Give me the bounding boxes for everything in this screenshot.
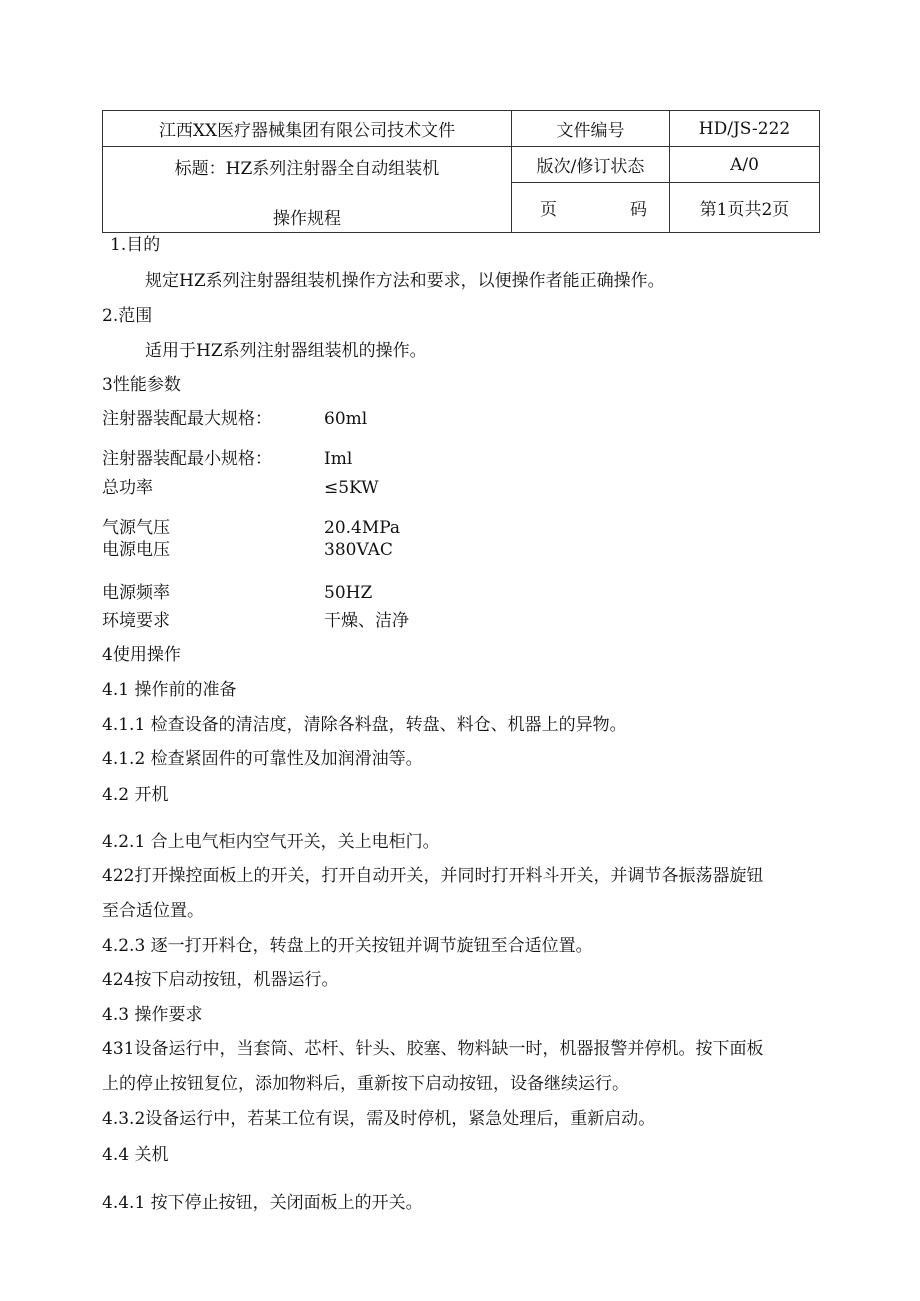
section-4-3-2: 4.3.2设备运行中，若某工位有误，需及时停机，紧急处理后，重新启动。 — [102, 1109, 656, 1129]
doc-title-line1: 标题：HZ系列注射器全自动组装机 — [174, 159, 440, 179]
section-1-title: 1.目的 — [110, 235, 161, 255]
section-4-1: 4.1 操作前的准备 — [102, 680, 237, 700]
page-value-cell — [670, 183, 820, 233]
page-label-a: 页 — [540, 200, 557, 220]
doc-title-line2: 操作规程 — [273, 209, 341, 229]
section-4-2: 4.2 开机 — [102, 785, 169, 805]
section-4-4: 4.4 关机 — [102, 1145, 169, 1165]
param-label: 注射器装配最小规格： — [102, 449, 272, 469]
title-cell — [103, 147, 512, 233]
section-4-2-2-line2: 至合适位置。 — [102, 901, 204, 921]
param-label: 气源气压 — [102, 518, 170, 538]
doc-no-label-cell — [512, 111, 670, 147]
version-label: 版次/修订状态 — [536, 157, 645, 177]
version-value: A/0 — [730, 154, 759, 175]
param-value: 380VAC — [324, 540, 393, 560]
param-value: ≤5KW — [324, 478, 379, 498]
section-1-text: 规定HZ系列注射器组装机操作方法和要求，以便操作者能正确操作。 — [145, 271, 665, 291]
section-4-3-1-line1: 431设备运行中，当套筒、芯杆、针头、胶塞、物料缺一时，机器报警并停机。按下面板 — [102, 1039, 764, 1059]
section-4-2-2-line1: 422打开操控面板上的开关，打开自动开关，并同时打开料斗开关，并调节各振荡器旋钮 — [102, 866, 764, 886]
param-label: 电源频率 — [102, 583, 170, 603]
company-cell — [103, 111, 512, 147]
version-label-cell — [512, 147, 670, 183]
param-value: 干燥、洁净 — [324, 611, 409, 631]
param-value: Iml — [324, 449, 353, 469]
param-label: 总功率 — [102, 478, 153, 498]
page-label-cell — [512, 183, 670, 233]
param-value: 20.4MPa — [324, 518, 401, 538]
section-2-text: 适用于HZ系列注射器组装机的操作。 — [145, 341, 427, 361]
section-4-1-2: 4.1.2 检查紧固件的可靠性及加润滑油等。 — [102, 749, 423, 769]
doc-no-label: 文件编号 — [556, 121, 625, 141]
version-cell — [670, 147, 820, 183]
section-3-title: 3性能参数 — [102, 375, 181, 395]
header-table — [102, 110, 820, 233]
doc-no: HD/JS-222 — [698, 118, 791, 139]
doc-no-cell — [670, 111, 820, 147]
param-label: 注射器装配最大规格： — [102, 409, 272, 429]
page-label-b: 码 — [630, 200, 647, 220]
section-4-title: 4使用操作 — [102, 645, 181, 665]
company-name: 江西XX医疗器械集团有限公司技术文件 — [158, 121, 456, 141]
section-2-title: 2.范围 — [102, 306, 153, 326]
param-value: 50HZ — [324, 583, 373, 603]
param-label: 电源电压 — [102, 540, 170, 560]
section-4-3-1-line2: 上的停止按钮复位，添加物料后，重新按下启动按钮，设备继续运行。 — [102, 1074, 629, 1094]
section-4-2-4: 424按下启动按钮，机器运行。 — [102, 970, 339, 990]
section-4-2-1: 4.2.1 合上电气柜内空气开关，关上电柜门。 — [102, 832, 440, 852]
page-value: 第1页共2页 — [699, 200, 790, 220]
section-4-4-1: 4.4.1 按下停止按钮，关闭面板上的开关。 — [102, 1193, 423, 1213]
section-4-1-1: 4.1.1 检查设备的清洁度，清除各料盘，转盘、料仓、机器上的异物。 — [102, 715, 627, 735]
section-4-2-3: 4.2.3 逐一打开料仓，转盘上的开关按钮并调节旋钮至合适位置。 — [102, 936, 593, 956]
param-value: 60ml — [324, 409, 368, 429]
section-4-3: 4.3 操作要求 — [102, 1005, 203, 1025]
param-label: 环境要求 — [102, 611, 170, 631]
